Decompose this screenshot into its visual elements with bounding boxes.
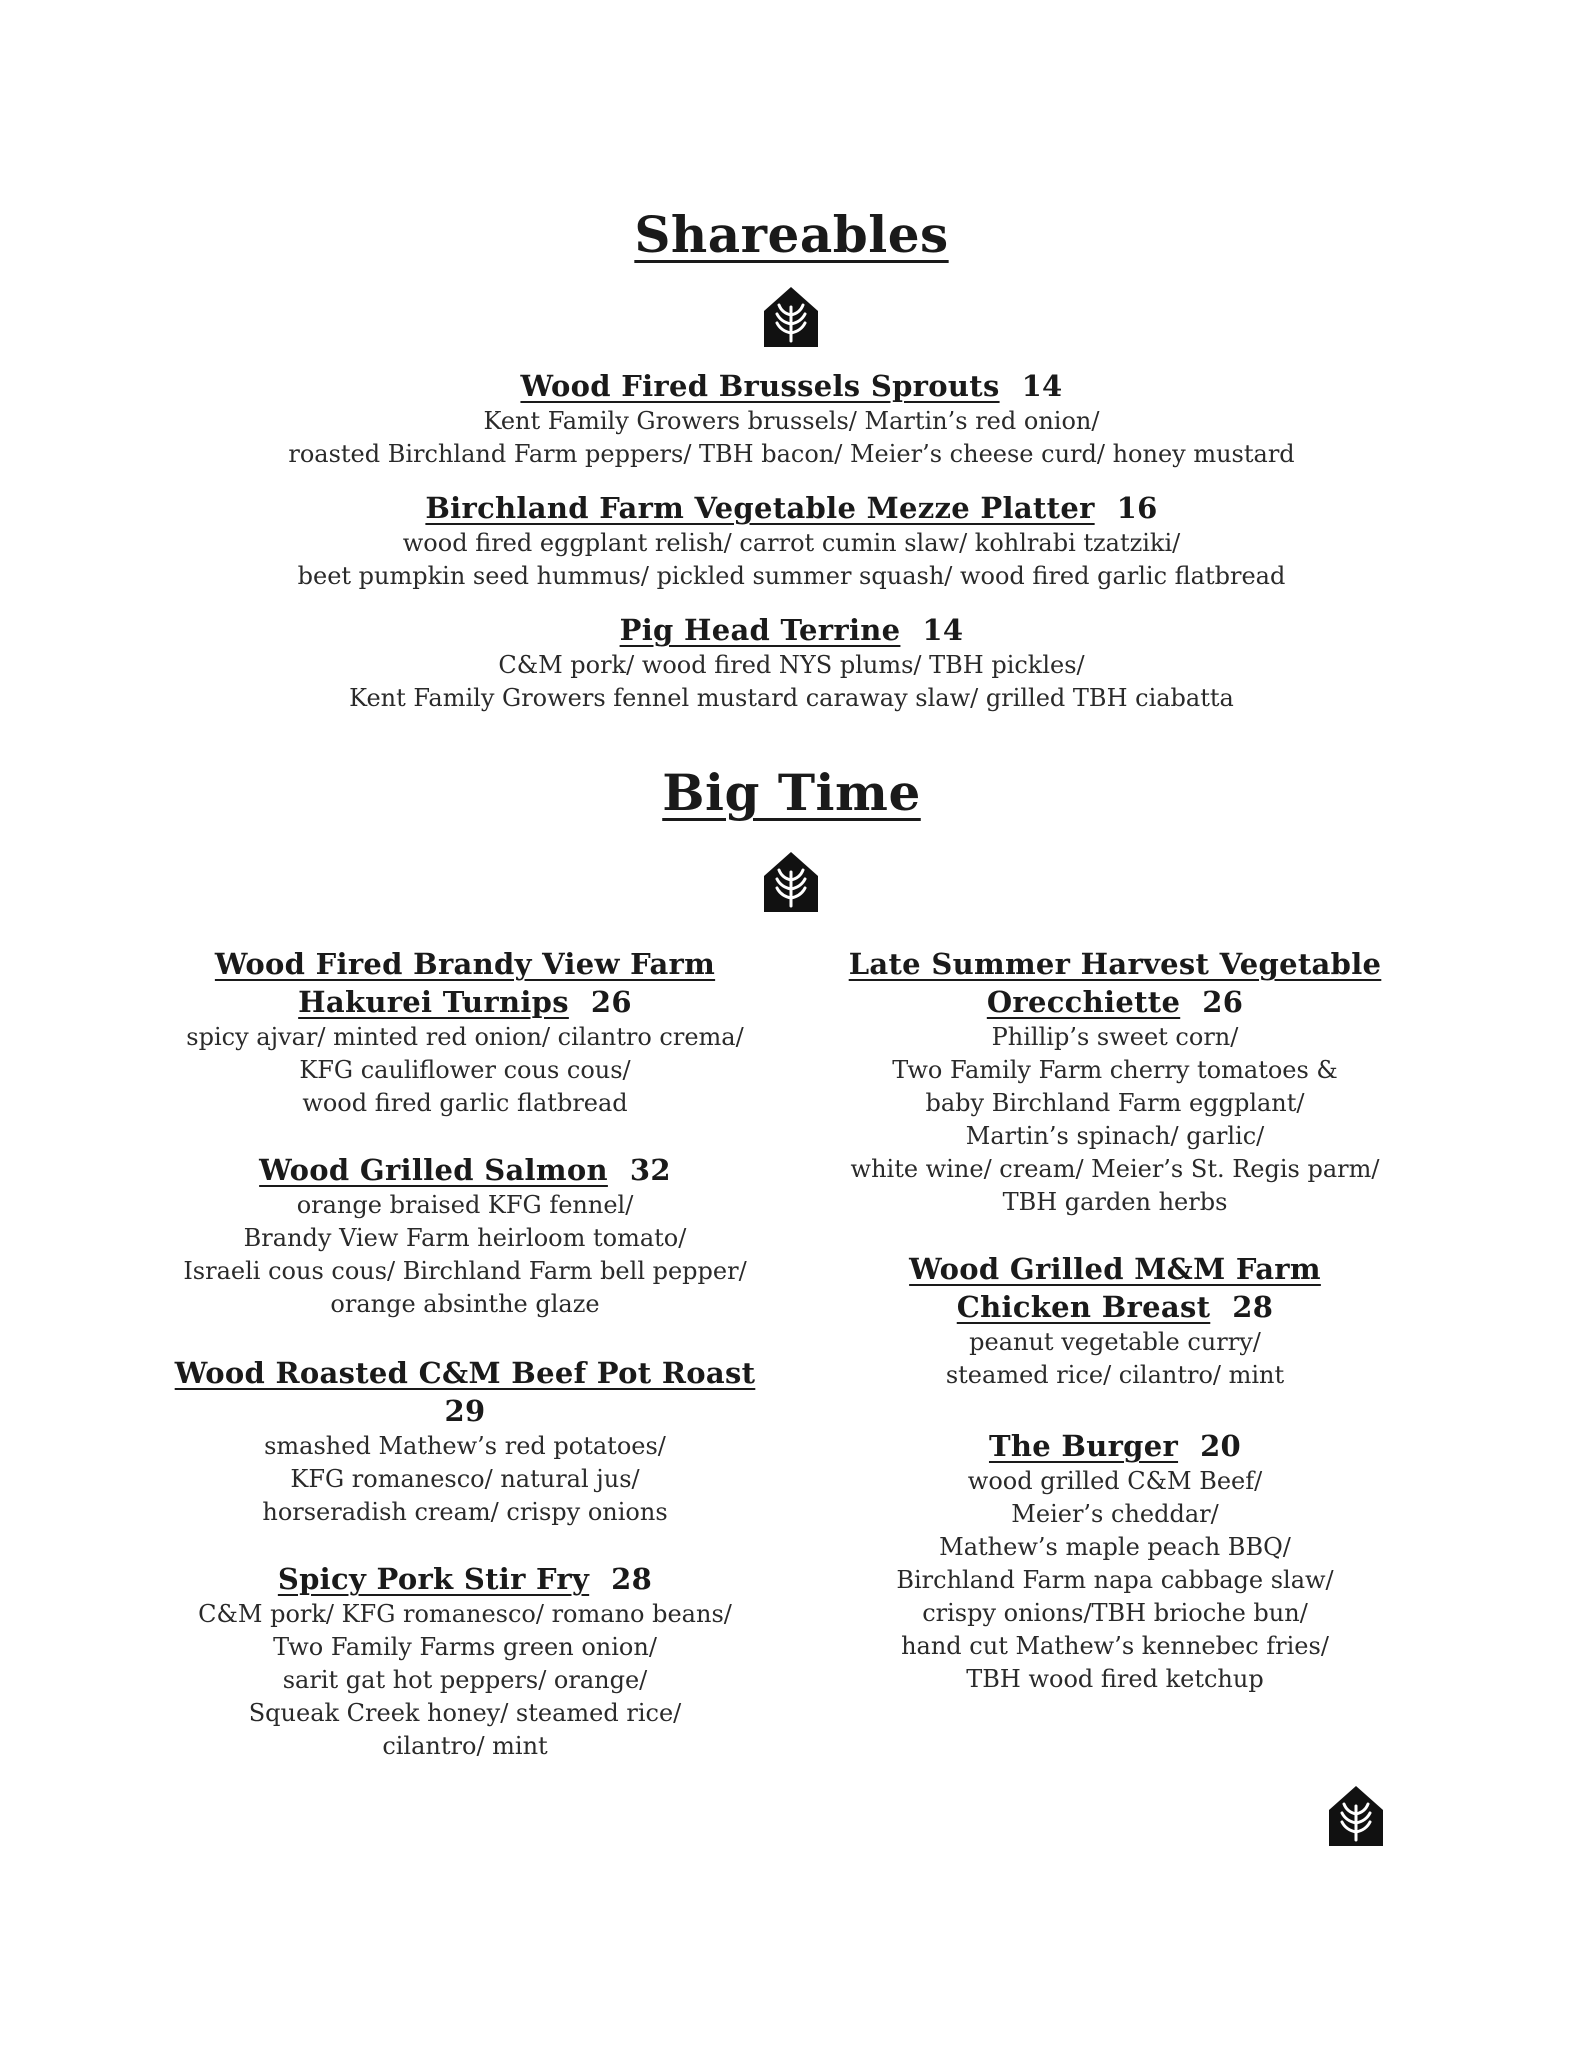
menu-item-the-burger [790,1427,1440,1696]
item-name: Birchland Farm Vegetable Mezze Platter [425,491,1095,525]
menu-item-hakurei-turnips [140,945,790,1120]
menu-item-chicken-breast [790,1250,1440,1392]
item-name: Late Summer Harvest Vegetable [848,947,1382,981]
item-name: Wood Fired Brandy View Farm [214,947,716,981]
item-price: 28 [1232,1290,1274,1324]
item-name: Pig Head Terrine [619,613,901,647]
menu-item-orecchiette [790,945,1440,1219]
item-name: Spicy Pork Stir Fry [277,1562,590,1596]
item-description: C&M pork/ KFG romanesco/ romano beans/ Two Family Farms green onion/ sarit gat hot peppers/ orange/ Squeak Creek honey/ steamed rice/ cilantro/ mint [198,1600,732,1760]
menu-item-pig-head-terrine [140,611,1443,715]
item-name: Hakurei Turnips [298,985,569,1019]
section-title-big-time: Big Time [662,763,921,822]
house-wheat-icon [1327,1784,1385,1848]
item-description: wood fired eggplant relish/ carrot cumin slaw/ kohlrabi tzatziki/ beet pumpkin seed hummus/ pickled summer squash/ wood fired garlic flatbread [297,529,1286,590]
item-description: peanut vegetable curry/ steamed rice/ cilantro/ mint [945,1328,1285,1389]
item-name: The Burger [988,1429,1179,1463]
item-price: 26 [590,985,632,1019]
item-price: 16 [1116,491,1158,525]
item-price: 29 [444,1394,486,1428]
menu-item-mezze-platter [140,489,1443,593]
item-description: C&M pork/ wood fired NYS plums/ TBH pickles/ Kent Family Growers fennel mustard caraway slaw/ grilled TBH ciabatta [349,651,1234,712]
menu-item-spicy-pork-stir-fry [140,1560,790,1763]
item-name: Wood Roasted C&M Beef Pot Roast [174,1356,756,1390]
section-title-shareables: Shareables [634,205,949,264]
item-description: Kent Family Growers brussels/ Martin’s red onion/ roasted Birchland Farm peppers/ TBH bacon/ Meier’s cheese curd/ honey mustard [288,407,1295,468]
item-price: 28 [611,1562,653,1596]
menu-item-beef-pot-roast [140,1354,790,1529]
item-price: 14 [922,613,964,647]
menu-item-wood-grilled-salmon [140,1151,790,1321]
item-description: wood grilled C&M Beef/ Meier’s cheddar/ Mathew’s maple peach BBQ/ Birchland Farm napa cabbage slaw/ crispy onions/TBH brioche bun/ hand cut Mathew’s kennebec fries/ TBH wood fired ketchup [896,1467,1334,1693]
item-name: Orecchiette [986,985,1181,1019]
menu-item-brussels-sprouts [140,367,1443,471]
item-name: Wood Grilled M&M Farm [909,1252,1321,1286]
item-price: 20 [1200,1429,1242,1463]
item-description: smashed Mathew’s red potatoes/ KFG romanesco/ natural jus/ horseradish cream/ crispy onions [262,1432,668,1526]
item-description: Phillip’s sweet corn/ Two Family Farm cherry tomatoes & baby Birchland Farm eggplant/ Martin’s spinach/ garlic/ white wine/ cream/ Meier’s St. Regis parm/ TBH garden herbs [850,1023,1380,1216]
house-wheat-icon [762,850,820,914]
house-wheat-icon [762,285,820,349]
item-price: 32 [629,1153,671,1187]
item-description: spicy ajvar/ minted red onion/ cilantro crema/ KFG cauliflower cous cous/ wood fired garlic flatbread [186,1023,744,1117]
item-price: 14 [1021,369,1063,403]
item-price: 26 [1202,985,1244,1019]
item-name: Chicken Breast [956,1290,1211,1324]
item-description: orange braised KFG fennel/ Brandy View Farm heirloom tomato/ Israeli cous cous/ Birchland Farm bell pepper/ orange absinthe glaze [183,1191,747,1318]
item-name: Wood Fired Brussels Sprouts [520,369,1000,403]
item-name: Wood Grilled Salmon [259,1153,608,1187]
